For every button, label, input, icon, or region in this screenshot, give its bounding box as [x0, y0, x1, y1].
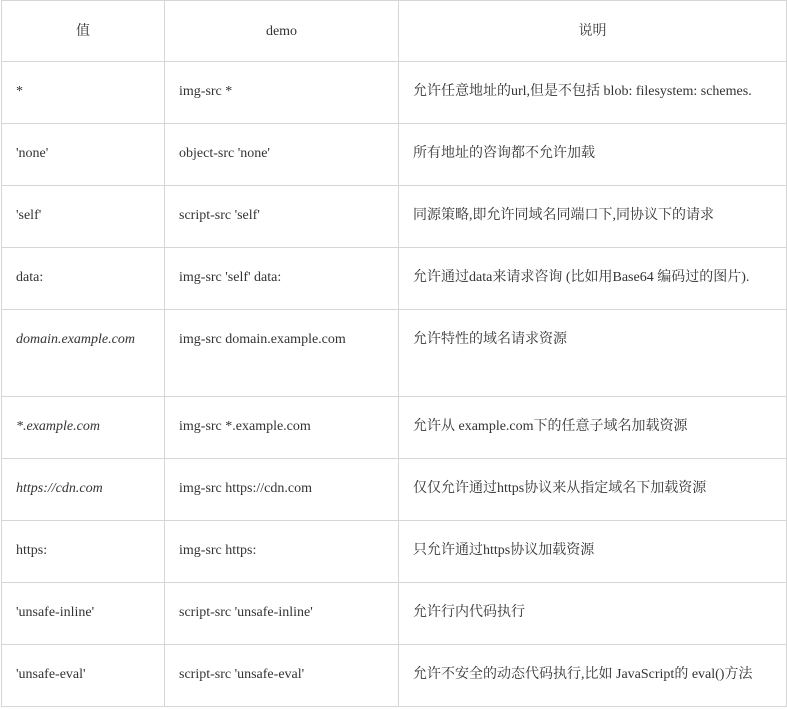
- cell-description: 所有地址的咨询都不允许加载: [399, 124, 787, 186]
- header-value: 值: [2, 1, 165, 62]
- table-header-row: [2, 1, 787, 62]
- cell-description: 允许通过data来请求咨询 (比如用Base64 编码过的图片).: [399, 248, 787, 310]
- cell-demo: img-src https:: [165, 521, 399, 583]
- table-row: [2, 124, 787, 186]
- cell-description: 只允许通过https协议加载资源: [399, 521, 787, 583]
- cell-demo: script-src 'unsafe-inline': [165, 583, 399, 645]
- table-row: [2, 459, 787, 521]
- cell-description: 允许行内代码执行: [399, 583, 787, 645]
- header-demo: demo: [165, 1, 399, 62]
- table-row: [2, 310, 787, 397]
- cell-demo: script-src 'self': [165, 186, 399, 248]
- cell-value: 'none': [2, 124, 165, 186]
- cell-value: *.example.com: [2, 397, 165, 459]
- cell-value: https:: [2, 521, 165, 583]
- cell-value: *: [2, 62, 165, 124]
- cell-demo: img-src https://cdn.com: [165, 459, 399, 521]
- cell-value: 'unsafe-eval': [2, 645, 165, 707]
- cell-demo: img-src *.example.com: [165, 397, 399, 459]
- cell-description: 允许特性的域名请求资源: [399, 310, 787, 397]
- table-row: [2, 186, 787, 248]
- table-row: [2, 521, 787, 583]
- table-row: [2, 397, 787, 459]
- cell-value: https://cdn.com: [2, 459, 165, 521]
- cell-description: 允许任意地址的url,但是不包括 blob: filesystem: schemes.: [399, 62, 787, 124]
- cell-demo: img-src *: [165, 62, 399, 124]
- csp-source-table: [1, 0, 787, 707]
- table-row: [2, 583, 787, 645]
- cell-value: 'self': [2, 186, 165, 248]
- table-row: [2, 62, 787, 124]
- cell-description: 允许从 example.com下的任意子域名加载资源: [399, 397, 787, 459]
- cell-description: 仅仅允许通过https协议来从指定域名下加载资源: [399, 459, 787, 521]
- header-description: 说明: [399, 1, 787, 62]
- cell-demo: img-src domain.example.com: [165, 310, 399, 397]
- cell-value: 'unsafe-inline': [2, 583, 165, 645]
- cell-description: 允许不安全的动态代码执行,比如 JavaScript的 eval()方法: [399, 645, 787, 707]
- table-row: [2, 248, 787, 310]
- cell-description: 同源策略,即允许同域名同端口下,同协议下的请求: [399, 186, 787, 248]
- cell-value: domain.example.com: [2, 310, 165, 397]
- cell-demo: img-src 'self' data:: [165, 248, 399, 310]
- cell-demo: script-src 'unsafe-eval': [165, 645, 399, 707]
- table-row: [2, 645, 787, 707]
- cell-demo: object-src 'none': [165, 124, 399, 186]
- cell-value: data:: [2, 248, 165, 310]
